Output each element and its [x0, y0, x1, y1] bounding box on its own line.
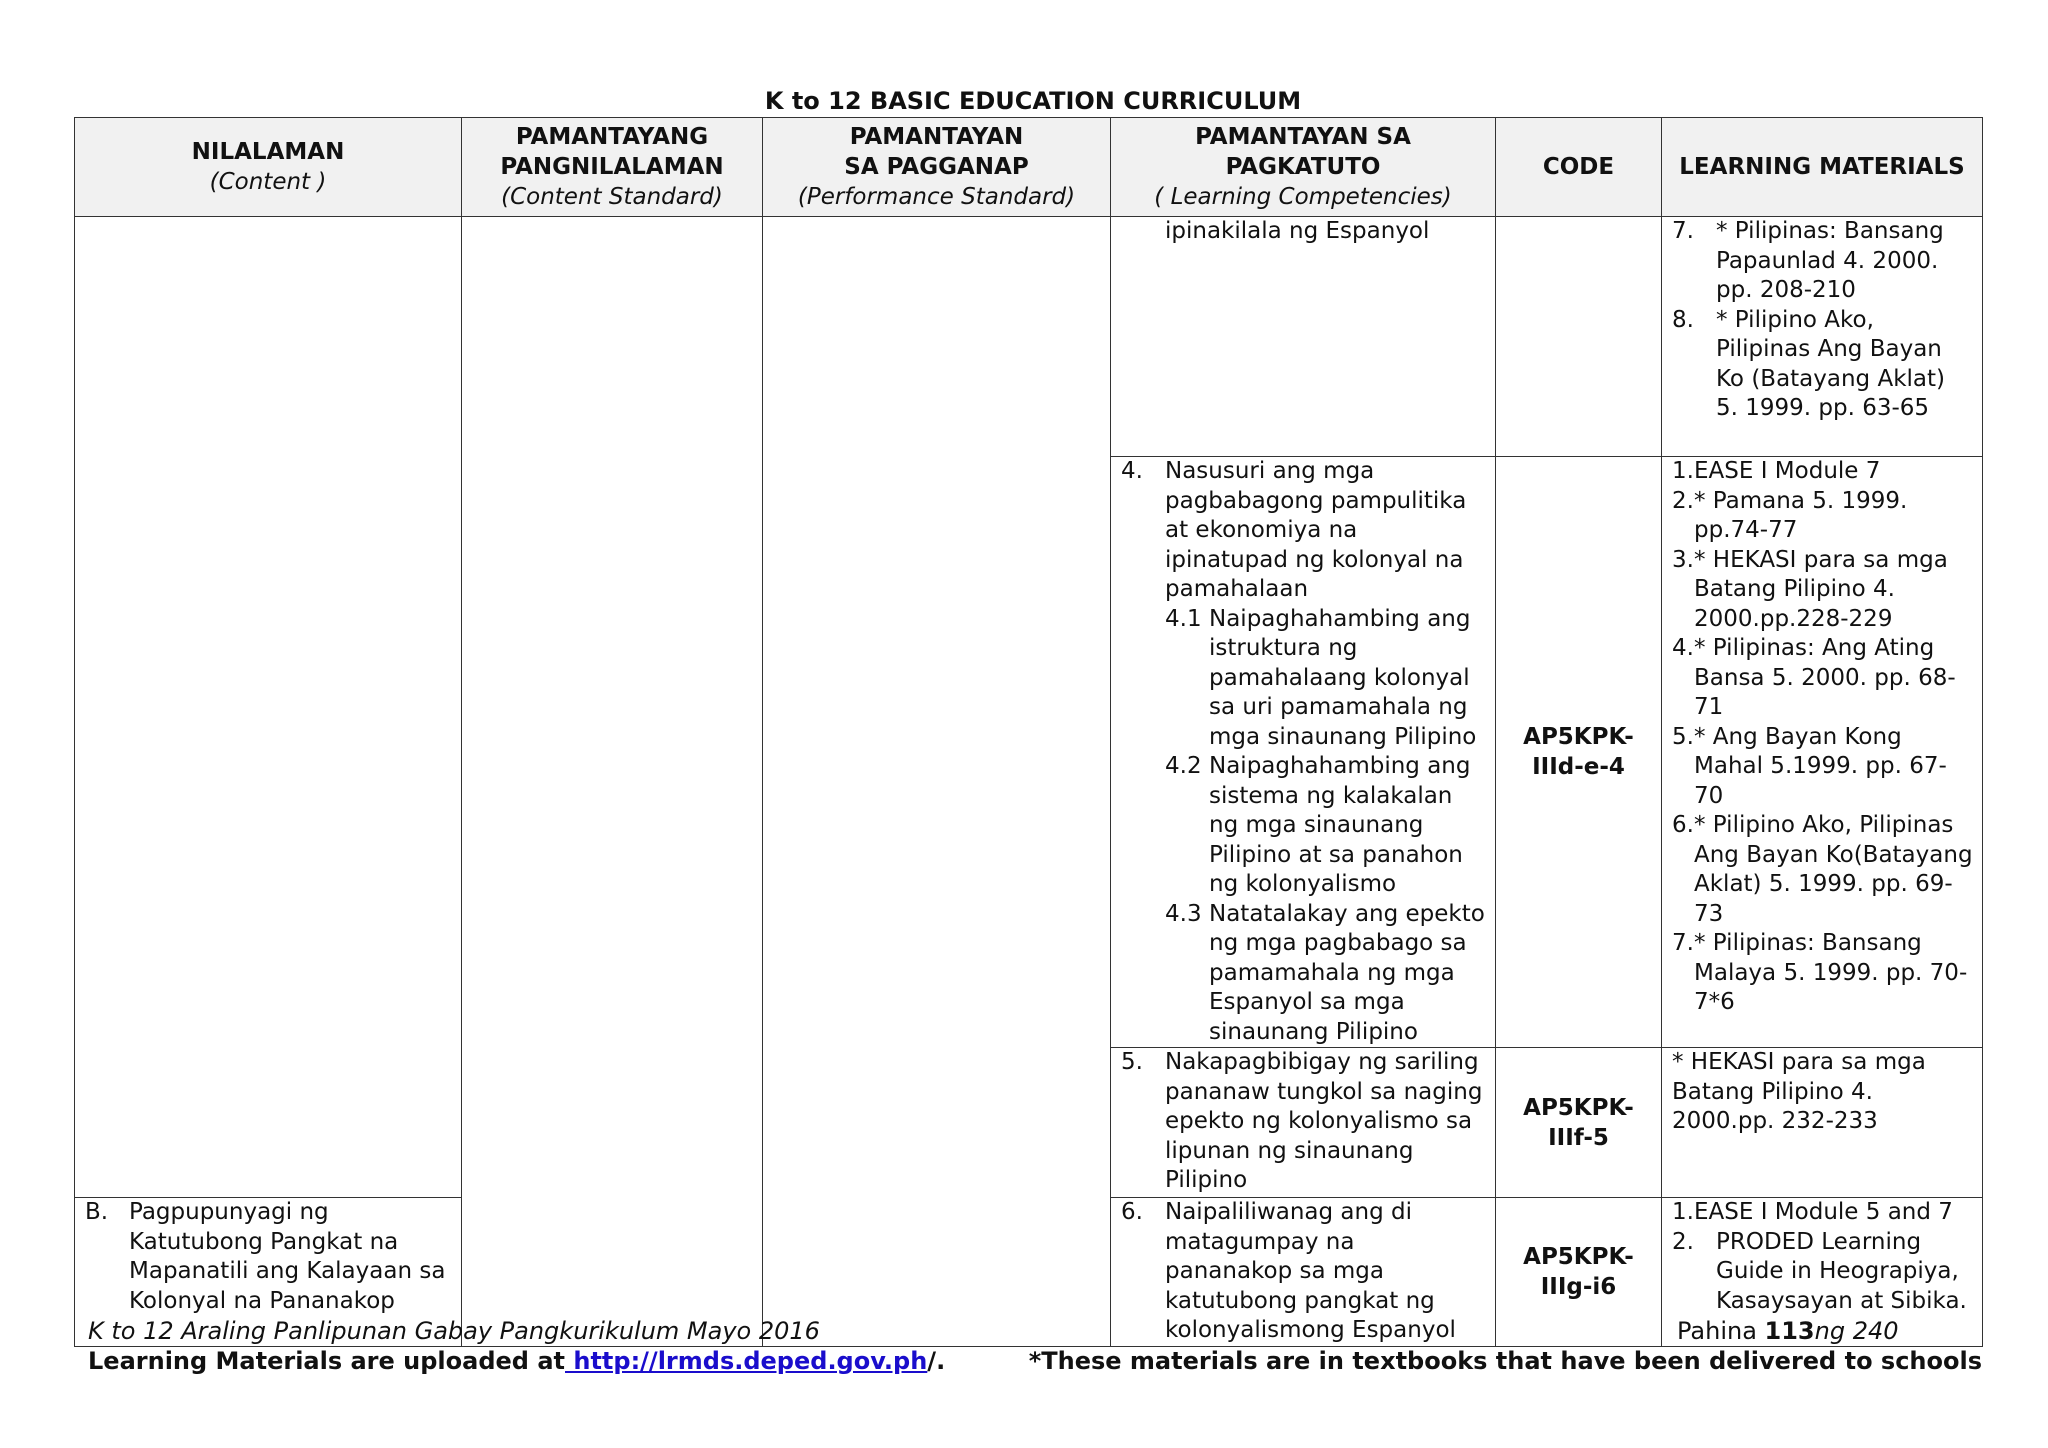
footer-uploaded [88, 1346, 945, 1376]
list-item-text: EASE I Module 5 and 7 [1694, 1199, 1953, 1225]
header-performance-standard-sub: (Performance Standard) [797, 184, 1076, 210]
header-content-standard-sub: (Content Standard) [501, 184, 723, 210]
competency-item [1121, 457, 1487, 1047]
code-cell [1496, 1048, 1662, 1198]
list-item-num: 3. [1672, 546, 1694, 573]
list-item [1672, 723, 1974, 812]
subitem-num: 4.2 [1165, 753, 1202, 779]
code-cell [1496, 1198, 1662, 1347]
header-content [75, 118, 462, 217]
subitem-num: 4.1 [1165, 605, 1202, 632]
header-learning-materials-main: LEARNING MATERIALS [1679, 154, 1965, 180]
list-item-num: 6. [1672, 812, 1694, 838]
content-cell-empty [75, 217, 462, 1198]
competency-item [1121, 1048, 1487, 1196]
header-learning-competencies [1111, 118, 1496, 217]
list-item [1672, 457, 1974, 487]
list-item-num: 1. [1672, 1199, 1694, 1225]
list-item-text: EASE I Module 7 [1694, 458, 1881, 484]
header-performance-standard-line1: PAMANTAYAN [849, 124, 1024, 150]
header-code [1496, 118, 1662, 217]
list-item-text: * Ang Bayan Kong Mahal 5.1999. pp. 67-70 [1694, 723, 1947, 809]
code-line2: IIIg-i6 [1540, 1273, 1617, 1300]
list-item [1672, 811, 1974, 929]
list-item-num: 7. [1672, 218, 1694, 244]
list-item-text: * Pilipino Ako, Pilipinas Ang Bayan Ko (Batayang Aklat) 5. 1999. pp. 63-65 [1716, 306, 1946, 421]
subitem-text: Naipaghahambing ang sistema ng kalakalan ng mga sinaunang Pilipino at sa panahon ng kolonyalismo [1209, 753, 1471, 897]
page-prefix: Pahina [1677, 1317, 1765, 1345]
list-item-text: * Pilipino Ako, Pilipinas Ang Bayan Ko(Batayang Aklat) 5. 1999. pp. 69-73 [1694, 812, 1973, 927]
header-content-standard-main: PAMANTAYANG PANGNILALAMAN [500, 124, 724, 180]
curriculum-table [74, 117, 1983, 1347]
list-item [1672, 546, 1974, 635]
page-current: 113 [1764, 1317, 1815, 1345]
list-item-num: 1. [1672, 458, 1694, 484]
footer-uploaded-suffix: /. [927, 1347, 946, 1375]
footer-uploaded-prefix: Learning Materials are uploaded at [88, 1347, 565, 1375]
list-item [1672, 306, 1974, 424]
subitem-text: Naipaghahambing ang istruktura ng pamahalaang kolonyal sa uri pamamahala ng mga sinaunang Pilipino [1209, 605, 1477, 750]
competency-subitem [1165, 752, 1487, 900]
list-item-num: 4. [1672, 635, 1694, 661]
performance-standard-cell [763, 217, 1111, 1347]
list-item-text: * Pilipinas: Bansang Papaunlad 4. 2000. pp. 208-210 [1716, 218, 1944, 303]
header-content-sub: (Content ) [209, 169, 327, 195]
footer-note: *These materials are in textbooks that have been delivered to schools [1028, 1347, 1982, 1375]
code-line1: AP5KPK- [1523, 1243, 1634, 1270]
list-item-num: 8. [1672, 306, 1694, 333]
code-line2: IIId-e-4 [1532, 754, 1625, 780]
list-item-text: * HEKASI para sa mga Batang Pilipino 4. 2000.pp.228-229 [1694, 546, 1948, 632]
subitem-text: Natatalakay ang epekto ng mga pagbabago sa pamamahala ng mga Espanyol sa mga sinaunang Pilipino [1209, 900, 1485, 1045]
list-item [1672, 929, 1974, 1018]
code-cell [1496, 457, 1662, 1048]
list-item-num: 2. [1672, 1228, 1694, 1255]
document-title: K to 12 BASIC EDUCATION CURRICULUM [764, 87, 1302, 115]
competency-subitem [1165, 900, 1487, 1048]
content-standard-cell [462, 217, 763, 1347]
page-number [1677, 1316, 1899, 1346]
materials-text: * HEKASI para sa mga Batang Pilipino 4. 2000.pp. 232-233 [1672, 1049, 1926, 1134]
content-item [85, 1198, 453, 1316]
header-content-standard [462, 118, 763, 217]
competency-item [1121, 1198, 1487, 1346]
list-item [1672, 487, 1974, 546]
header-performance-standard [763, 118, 1111, 217]
subitem-num: 4.3 [1165, 900, 1202, 927]
list-item [1672, 1228, 1974, 1317]
header-learning-materials [1662, 118, 1983, 217]
list-item-num: 2. [1672, 487, 1694, 514]
header-learning-competencies-line1: PAMANTAYAN SA [1195, 124, 1411, 150]
content-item-text: Pagpupunyagi ng Katutubong Pangkat na Mapanatili ang Kalayaan sa Kolonyal na Pananakop [129, 1199, 446, 1314]
competency-cell [1111, 1198, 1496, 1347]
list-item-num: 7. [1672, 930, 1694, 956]
competency-text: Nasusuri ang mga pagbabagong pampulitika at ekonomiya na ipinatupad ng kolonyal na pamahalaan [1165, 458, 1467, 602]
list-item-text: * Pilipinas: Bansang Malaya 5. 1999. pp. 70-7*6 [1694, 930, 1968, 1015]
header-learning-competencies-line2: PAGKATUTO [1225, 154, 1381, 180]
competency-continued: ipinakilala ng Espanyol [1165, 218, 1430, 244]
list-item-num: 5. [1672, 723, 1694, 750]
list-item-text: * Pamana 5. 1999. pp.74-77 [1694, 487, 1908, 543]
list-item-text: PRODED Learning Guide in Heograpiya, Kasaysayan at Sibika. [1716, 1228, 1967, 1314]
competency-cell [1111, 1048, 1496, 1198]
competency-text: Naipaliliwanag ang di matagumpay na pananakop sa mga katutubong pangkat ng kolonyalismong Espanyol [1165, 1199, 1456, 1343]
list-item [1672, 634, 1974, 723]
competency-num: 5. [1121, 1049, 1143, 1075]
footer-guide: K to 12 Araling Panlipunan Gabay Pangkurikulum Mayo 2016 [88, 1317, 820, 1345]
competency-cell [1111, 457, 1496, 1048]
materials-cell [1662, 1048, 1983, 1198]
header-performance-standard-line2: SA PAGGANAP [844, 154, 1029, 180]
competency-subitem [1165, 605, 1487, 753]
code-line1: AP5KPK- [1523, 1094, 1634, 1121]
materials-cell [1662, 217, 1983, 457]
header-code-main: CODE [1542, 154, 1615, 180]
table-header-row [75, 118, 1983, 217]
materials-cell [1662, 457, 1983, 1048]
code-line1: AP5KPK- [1523, 724, 1634, 750]
list-item [1672, 217, 1974, 306]
list-item [1672, 1198, 1974, 1228]
table-row [75, 217, 1983, 457]
page-suffix: ng 240 [1814, 1317, 1899, 1345]
competency-text: Nakapagbibigay ng sariling pananaw tungkol sa naging epekto ng kolonyalismo sa lipunan ng sinaunang Pilipino [1165, 1049, 1483, 1193]
code-line2: IIIf-5 [1548, 1124, 1609, 1151]
list-item-text: * Pilipinas: Ang Ating Bansa 5. 2000. pp. 68-71 [1694, 635, 1956, 720]
competency-num: 6. [1121, 1199, 1143, 1225]
header-content-main: NILALAMAN [191, 139, 345, 165]
competency-num: 4. [1121, 458, 1143, 484]
header-learning-competencies-sub: ( Learning Competencies) [1154, 184, 1452, 210]
lrmds-link[interactable]: http://lrmds.deped.gov.ph [565, 1347, 928, 1375]
competency-cell [1111, 217, 1496, 457]
content-item-num: B. [85, 1199, 109, 1225]
code-cell-empty [1496, 217, 1662, 457]
